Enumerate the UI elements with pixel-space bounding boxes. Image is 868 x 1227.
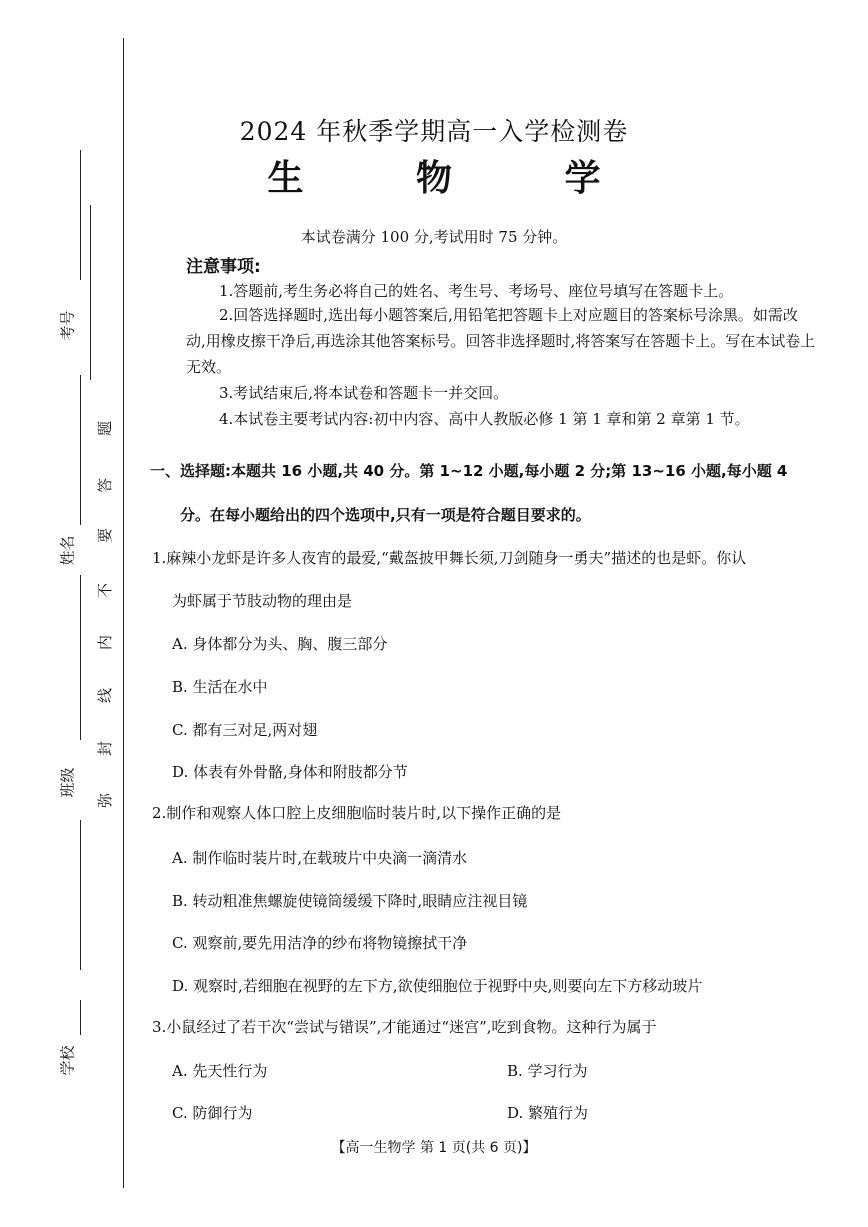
option-a: A. 先天性行为 <box>172 1062 268 1080</box>
option-a: A. 身体都分为头、胸、腹三部分 <box>172 635 388 653</box>
notice-item: 3.考试结束后,将本试卷和答题卡一并交回。 <box>219 384 509 402</box>
question-stem: 3.小鼠经过了若干次“尝试与错误”,才能通过“迷宫”,吃到食物。这种行为属于 <box>152 1018 657 1036</box>
question-stem: 1.麻辣小龙虾是许多人夜宵的最爱,“戴盔披甲舞长须,刀剑随身一勇夫”描述的也是虾。你认 <box>152 549 747 567</box>
seal-char: 答 <box>96 477 115 494</box>
field-label-class: 班级 <box>58 767 77 798</box>
seal-char: 题 <box>96 420 115 437</box>
seal-char: 弥 <box>96 792 115 809</box>
option-c: C. 都有三对足,两对翅 <box>172 721 318 739</box>
seal-char: 不 <box>96 582 115 599</box>
seal-char: 封 <box>96 740 115 757</box>
exam-title: 2024 年秋季学期高一入学检测卷 <box>239 117 629 146</box>
field-label-exam-number: 考号 <box>58 310 77 341</box>
field-line-name-2 <box>80 575 81 740</box>
field-label-name: 姓名 <box>58 535 77 566</box>
option-d: D. 体表有外骨骼,身体和附肢都分节 <box>172 763 408 781</box>
question-stem-cont: 为虾属于节肢动物的理由是 <box>172 592 353 610</box>
exam-info: 本试卷满分 100 分,考试用时 75 分钟。 <box>300 228 568 246</box>
notice-heading: 注意事项: <box>186 257 261 277</box>
binding-line <box>123 38 124 1188</box>
subject-title: 生 物 学 <box>267 157 651 199</box>
field-line-name <box>80 375 81 525</box>
section-heading-cont: 分。在每小题给出的四个选项中,只有一项是符合题目要求的。 <box>180 506 591 524</box>
seal-char: 要 <box>96 527 115 544</box>
notice-item: 4.本试卷主要考试内容:初中内容、高中人教版必修 1 第 1 章和第 2 章第 1 节。 <box>219 410 750 428</box>
notice-item: 1.答题前,考生务必将自己的姓名、考生号、考场号、座位号填写在答题卡上。 <box>219 282 734 300</box>
notice-item: 2.回答选择题时,选出每小题答案后,用铅笔把答题卡上对应题目的答案标号涂黑。如需改动,用橡皮擦干净后,再选涂其他答案标号。回答非选择题时,将答案写在答题卡上。写在本试卷上无效。 <box>186 306 816 376</box>
option-c: C. 观察前,要先用洁净的纱布将物镜擦拭干净 <box>172 934 468 952</box>
option-c: C. 防御行为 <box>172 1104 253 1122</box>
option-a: A. 制作临时装片时,在载玻片中央滴一滴清水 <box>172 849 468 867</box>
question-stem: 2.制作和观察人体口腔上皮细胞临时装片时,以下操作正确的是 <box>152 804 562 822</box>
option-d: D. 观察时,若细胞在视野的左下方,欲使细胞位于视野中央,则要向左下方移动玻片 <box>172 977 703 995</box>
page-footer: 【高一生物学 第 1 页(共 6 页)】 <box>331 1140 537 1156</box>
option-b: B. 生活在水中 <box>172 678 268 696</box>
field-line-school <box>80 1000 81 1035</box>
seal-char: 线 <box>96 687 115 704</box>
field-line-class <box>80 820 81 970</box>
option-d: D. 繁殖行为 <box>507 1104 589 1122</box>
option-b: B. 转动粗准焦螺旋使镜筒缓缓下降时,眼睛应注视目镜 <box>172 892 528 910</box>
field-label-school: 学校 <box>58 1045 77 1076</box>
section-heading: 一、选择题:本题共 16 小题,共 40 分。第 1~12 小题,每小题 2 分;第 13~16 小题,每小题 4 <box>150 462 788 480</box>
seal-char: 内 <box>96 634 115 651</box>
option-b: B. 学习行为 <box>507 1062 588 1080</box>
